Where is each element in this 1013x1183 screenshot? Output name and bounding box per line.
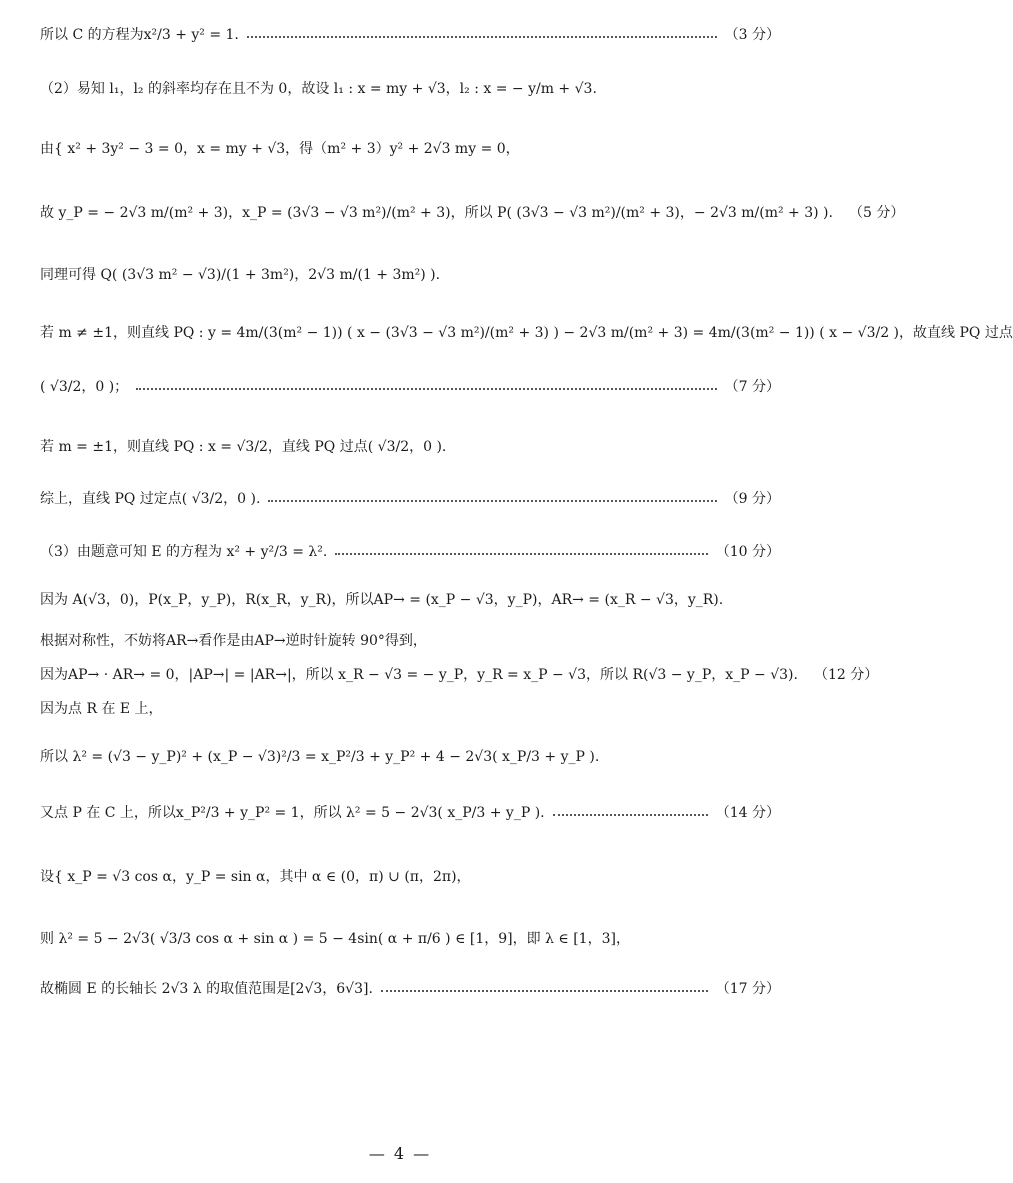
solution-line-19 [40, 980, 780, 998]
score-label: （9 分） [724, 491, 780, 507]
line-text: 若 m ≠ ±1，则直线 PQ : y = 4m/(3(m² − 1)) ( x − (3√3 − √3 m²)/(m² + 3) ) − 2√3 m/(m² + 3) = 4m/(3(m² − 1)) ( x − √3/2 )，故直线 PQ 过点 [40, 325, 1013, 341]
solution-line-8 [40, 438, 780, 456]
line-text: 故椭圆 E 的长轴长 2√3 λ 的取值范围是[2√3，6√3]. [40, 981, 373, 997]
score-label: （17 分） [715, 981, 780, 997]
line-text: 所以 C 的方程为x²/3 + y² = 1. [40, 27, 239, 43]
score-label: （14 分） [715, 805, 780, 821]
leader-dots [335, 553, 707, 555]
leader-dots [268, 500, 716, 502]
line-text: 若 m = ±1，则直线 PQ : x = √3/2，直线 PQ 过点( √3/2，0 ). [40, 439, 447, 455]
line-text: 综上，直线 PQ 过定点( √3/2，0 ). [40, 491, 261, 507]
solution-line-3 [40, 140, 780, 158]
solution-line-17 [40, 868, 780, 886]
leader-dots [136, 388, 716, 390]
line-text: 又点 P 在 C 上，所以x_P²/3 + y_P² = 1，所以 λ² = 5 − 2√3( x_P/3 + y_P ). [40, 805, 545, 821]
line-text: 则 λ² = 5 − 2√3( √3/3 cos α + sin α ) = 5 − 4sin( α + π/6 ) ∈ [1，9]，即 λ ∈ [1，3]， [40, 931, 630, 947]
line-text: 因为点 R 在 E 上， [40, 701, 163, 717]
line-text: ( √3/2，0 )； [40, 379, 129, 395]
solution-line-18 [40, 930, 780, 948]
line-text: （3）由题意可知 E 的方程为 x² + y²/3 = λ². [40, 544, 328, 560]
solution-line-11 [40, 591, 780, 609]
solution-line-5 [40, 266, 780, 284]
line-text: 因为AP→ · AR→ = 0，|AP→| = |AR→|，所以 x_R − √3 = − y_P，y_R = x_P − √3，所以 R(√3 − y_P，x_P − √3). [40, 667, 798, 683]
line-text: 因为 A(√3，0)，P(x_P，y_P)，R(x_R，y_R)，所以AP→ = (x_P − √3，y_P)，AR→ = (x_R − √3，y_R). [40, 592, 724, 608]
solution-line-9 [40, 490, 780, 508]
line-text: （2）易知 l₁，l₂ 的斜率均存在且不为 0，故设 l₁ : x = my + √3，l₂ : x = − y/m + √3. [40, 81, 597, 97]
solution-line-13 [40, 666, 879, 684]
solution-line-2 [40, 80, 780, 98]
score-label: （5 分） [848, 205, 905, 221]
line-text: 由{ x² + 3y² − 3 = 0，x = my + √3，得（m² + 3）y² + 2√3 my = 0， [40, 141, 520, 157]
page-number: — 4 — [368, 1144, 432, 1163]
score-label: （7 分） [724, 379, 780, 395]
solution-line-1 [40, 26, 780, 44]
leader-dots [553, 814, 708, 816]
leader-dots [247, 36, 717, 38]
leader-dots [381, 990, 708, 992]
line-text: 故 y_P = − 2√3 m/(m² + 3)，x_P = (3√3 − √3 m²)/(m² + 3)，所以 P( (3√3 − √3 m²)/(m² + 3)，− 2√3 m/(m² + 3) ). [40, 205, 833, 221]
solution-line-16 [40, 804, 780, 822]
line-text: 根据对称性，不妨将AR→看作是由AP→逆时针旋转 90°得到， [40, 633, 427, 649]
solution-line-10 [40, 543, 780, 561]
line-text: 同理可得 Q( (3√3 m² − √3)/(1 + 3m²)，2√3 m/(1 + 3m²) ). [40, 267, 441, 283]
solution-line-14 [40, 700, 780, 718]
score-label: （12 分） [813, 667, 879, 683]
line-text: 所以 λ² = (√3 − y_P)² + (x_P − √3)²/3 = x_P²/3 + y_P² + 4 − 2√3( x_P/3 + y_P ). [40, 749, 600, 765]
solution-line-15 [40, 748, 780, 766]
solution-line-4 [40, 204, 905, 222]
line-text: 设{ x_P = √3 cos α，y_P = sin α，其中 α ∈ (0，π) ∪ (π，2π)， [40, 869, 471, 885]
score-label: （3 分） [724, 27, 780, 43]
solution-line-7 [40, 378, 780, 396]
score-label: （10 分） [715, 544, 780, 560]
solution-line-12 [40, 632, 780, 650]
solution-line-6 [40, 324, 1013, 342]
